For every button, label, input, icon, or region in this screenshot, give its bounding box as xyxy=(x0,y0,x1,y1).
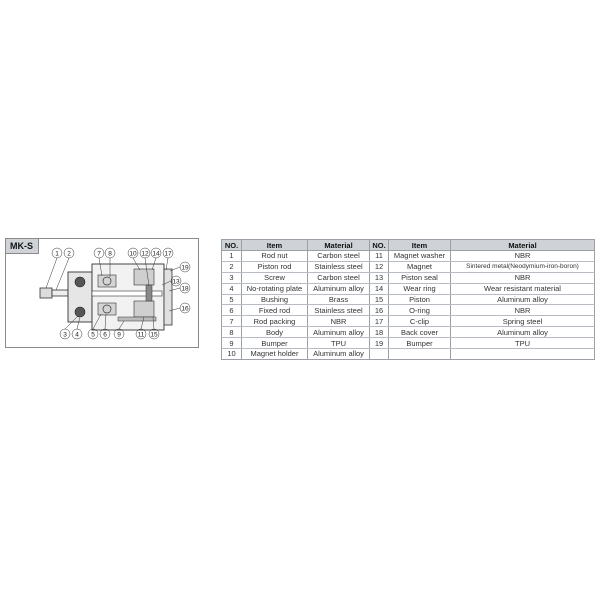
magnet-shape xyxy=(146,285,152,301)
cell-item-left: Piston rod xyxy=(242,261,308,272)
cell-item-right: C-clip xyxy=(389,316,451,327)
cell-item-right: Piston xyxy=(389,294,451,305)
header-item-left: Item xyxy=(242,240,308,251)
callout-bottom-1: 4 xyxy=(75,331,79,339)
table-row xyxy=(222,316,595,327)
cell-material-left: Aluminum alloy xyxy=(308,283,370,294)
cell-no-left: 9 xyxy=(222,338,242,349)
cell-no-left: 6 xyxy=(222,305,242,316)
cell-no-right: 18 xyxy=(370,327,389,338)
parts-table-body xyxy=(222,251,595,360)
table-row xyxy=(222,305,595,316)
cell-material-left: Brass xyxy=(308,294,370,305)
table-row xyxy=(222,283,595,294)
cell-material-left: NBR xyxy=(308,316,370,327)
callout-top-3: 8 xyxy=(108,250,112,258)
parts-table xyxy=(221,239,595,360)
callout-top-5: 12 xyxy=(141,250,149,258)
cell-material-right: Wear resistant material xyxy=(451,283,595,294)
callout-right-0: 19 xyxy=(181,264,189,272)
callout-top-1: 2 xyxy=(67,250,71,258)
cell-material-right: TPU xyxy=(451,338,595,349)
header-material-right: Material xyxy=(451,240,595,251)
cylinder-cross-section xyxy=(6,239,198,347)
cell-no-left: 5 xyxy=(222,294,242,305)
cell-item-left: Rod nut xyxy=(242,251,308,262)
cell-item-left: Rod packing xyxy=(242,316,308,327)
callout-bottom-4: 9 xyxy=(117,331,121,339)
cell-material-right: NBR xyxy=(451,305,595,316)
back-cover-shape xyxy=(164,269,172,325)
cell-material-right xyxy=(451,349,595,360)
cell-material-left: TPU xyxy=(308,338,370,349)
cell-no-left: 8 xyxy=(222,327,242,338)
cell-item-left: Bushing xyxy=(242,294,308,305)
cell-item-left: Body xyxy=(242,327,308,338)
cell-material-left: Aluminum alloy xyxy=(308,327,370,338)
cell-no-left: 10 xyxy=(222,349,242,360)
callout-right-2: 18 xyxy=(181,285,189,293)
table-row xyxy=(222,261,595,272)
cell-item-right: Magnet washer xyxy=(389,251,451,262)
cell-no-right: 14 xyxy=(370,283,389,294)
cell-material-right: Aluminum alloy xyxy=(451,327,595,338)
rod-nut-shape xyxy=(40,288,52,298)
piston-rod-shape xyxy=(52,290,68,296)
cell-material-left: Carbon steel xyxy=(308,251,370,262)
screw-top-shape xyxy=(75,277,85,287)
cell-item-right: Back cover xyxy=(389,327,451,338)
cell-no-left: 7 xyxy=(222,316,242,327)
callout-top-6: 14 xyxy=(152,250,160,258)
cell-item-right: Bumper xyxy=(389,338,451,349)
callout-bottom-3: 6 xyxy=(103,331,107,339)
callout-bottom-2: 5 xyxy=(91,331,95,339)
callout-top-4: 10 xyxy=(129,250,137,258)
cell-material-right: Sintered metal(Neodymium-iron-boron) xyxy=(451,261,595,272)
callout-bottom-0: 3 xyxy=(63,331,67,339)
cell-no-right: 16 xyxy=(370,305,389,316)
cell-material-left: Stainless steel xyxy=(308,305,370,316)
cell-item-left: Magnet holder xyxy=(242,349,308,360)
cell-no-left: 4 xyxy=(222,283,242,294)
screw-bottom-shape xyxy=(75,307,85,317)
cell-item-left: Screw xyxy=(242,272,308,283)
cell-no-right: 13 xyxy=(370,272,389,283)
cell-item-right: O-ring xyxy=(389,305,451,316)
cell-item-right xyxy=(389,349,451,360)
callout-right-3: 16 xyxy=(181,305,189,313)
cell-item-left: Bumper xyxy=(242,338,308,349)
cell-no-right xyxy=(370,349,389,360)
cell-item-right: Magnet xyxy=(389,261,451,272)
callout-top-0: 1 xyxy=(55,250,59,258)
cell-item-right: Piston seal xyxy=(389,272,451,283)
piston-shape xyxy=(134,269,154,285)
model-label: MK-S xyxy=(6,239,39,254)
cell-no-left: 1 xyxy=(222,251,242,262)
cell-no-right: 11 xyxy=(370,251,389,262)
callout-top-2: 7 xyxy=(97,250,101,258)
table-row xyxy=(222,251,595,262)
header-material-left: Material xyxy=(308,240,370,251)
cell-material-right: Aluminum alloy xyxy=(451,294,595,305)
header-no-right: NO. xyxy=(370,240,389,251)
cell-no-right: 17 xyxy=(370,316,389,327)
cell-material-left: Stainless steel xyxy=(308,261,370,272)
header-no-left: NO. xyxy=(222,240,242,251)
piston-lower-shape xyxy=(134,301,154,317)
cell-item-right: Wear ring xyxy=(389,283,451,294)
cell-item-left: Fixed rod xyxy=(242,305,308,316)
callout-bottom-6: 15 xyxy=(150,331,158,339)
cell-material-right: Spring steel xyxy=(451,316,595,327)
table-row xyxy=(222,349,595,360)
table-row xyxy=(222,272,595,283)
table-row xyxy=(222,338,595,349)
cell-material-left: Carbon steel xyxy=(308,272,370,283)
cell-material-left: Aluminum alloy xyxy=(308,349,370,360)
cell-item-left: No-rotating plate xyxy=(242,283,308,294)
cell-material-right: NBR xyxy=(451,251,595,262)
cell-no-right: 12 xyxy=(370,261,389,272)
cylinder-drawing-panel xyxy=(5,238,199,348)
cell-no-right: 15 xyxy=(370,294,389,305)
cell-no-right: 19 xyxy=(370,338,389,349)
cell-no-left: 2 xyxy=(222,261,242,272)
header-item-right: Item xyxy=(389,240,451,251)
cell-no-left: 3 xyxy=(222,272,242,283)
table-row xyxy=(222,294,595,305)
parts-table-header xyxy=(222,240,595,251)
cell-material-right: NBR xyxy=(451,272,595,283)
callout-right-1: 13 xyxy=(172,278,180,286)
table-row xyxy=(222,327,595,338)
callout-bottom-5: 11 xyxy=(137,331,145,339)
callout-top-7: 17 xyxy=(164,250,172,258)
